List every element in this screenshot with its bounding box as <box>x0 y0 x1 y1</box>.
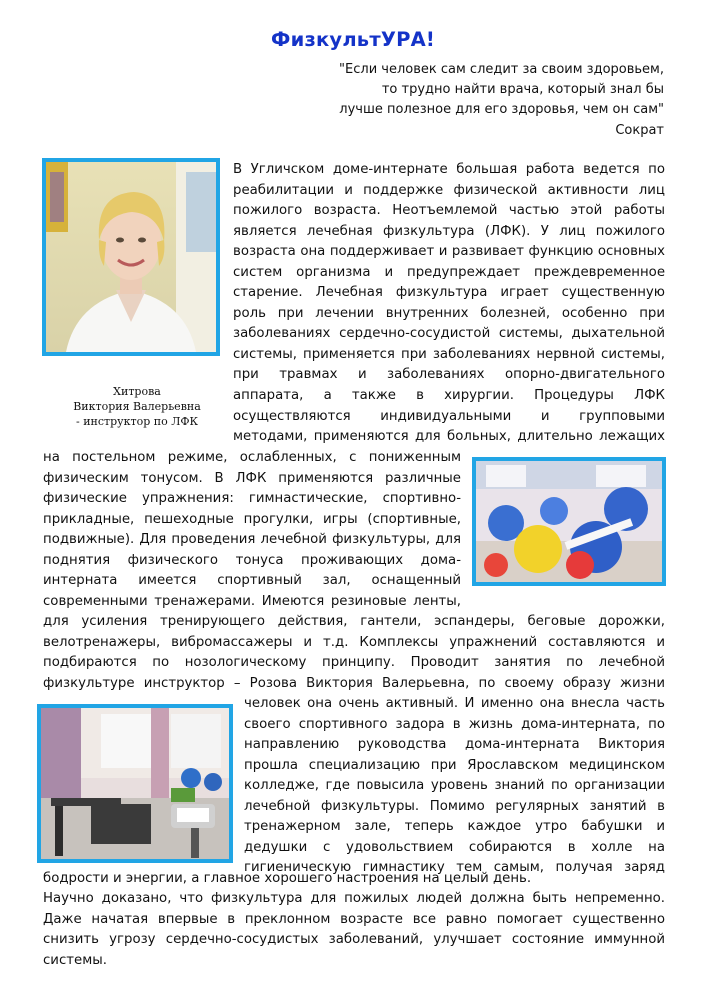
article-paragraph-2-cont: человек она очень активный. И именно она внесла часть своего спортивного задора в жизнь дома-интерната, по направлению руководства дома-интерната Виктория прошла специализацию при Ярославском медицинском колледже, где повысила уровень знаний по организации лечебной физкультуры. Помимо регулярных занятий в тренажерном зале, теперь каждое утро бабушки и дедушки с удовольствием собираются в холле на гигиеническую гимнастику тем самым, получая заряд <box>244 696 665 876</box>
caption-full-name: Виктория Валерьевна <box>73 400 201 413</box>
article-paragraph-3: Научно доказано, что физкультура для пожилых людей должна быть непременно. Даже начатая впервые в преклонном возрасте все равно помогает существенно снизить угрозу сердечно-сосудистых заболеваний, улучшает состояние иммунной системы. <box>43 891 665 968</box>
caption-surname: Хитрова <box>113 385 161 398</box>
page-title: ФизкультУРА! <box>271 28 435 51</box>
quote-author: Сократ <box>615 122 664 138</box>
epigraph-quote <box>339 60 664 141</box>
gym-equipment-image <box>41 708 229 859</box>
article-paragraph-2: для усиления тренирующего действия, гантели, эспандеры, беговые дорожки, велотренажеры, вибромассажеры и т.д. Комплексы упражнений составляются и подбираются по нозологическому принципу. Проводит занятия по лечебной физкультуре инструктор – Розова Виктория Валерьевна, по своему образу жизни <box>43 614 665 691</box>
article-paragraph-1-cont: на постельном режиме, ослабленных, с пониженным физическим тонусом. В ЛФК применяются различные физические упражнения: гимнастические, спортивно-прикладные, пешеходные прогулки, игры (спортивные, подвижные). Для проведения лечебной физкультуры, для поднятия физического тонуса проживающих дома-интерната имеется спортивный зал, оснащенный современными тренажерами. Имеются резиновые ленты, <box>43 450 461 609</box>
portrait-image <box>46 162 216 352</box>
instructor-portrait-photo <box>42 158 220 356</box>
fitball-gym-photo <box>472 457 666 586</box>
article-paragraph-1: В Угличском доме-интернате большая работа ведется по реабилитации и поддержке физической активности лиц пожилого возраста. Неотъемлемой частью этой работы является лечебная физкультура (ЛФК). У лиц пожилого возраста она поддерживает и развивает функцию основных систем организма и предупреждает преждевременное старение. Лечебная физкультура играет существенную роль при лечении внутренних болезней, особенно при заболеваниях сердечно-сосудистой системы, дыхательной системы, применяется при заболеваниях нервной системы, при травмах и заболеваниях опорно-двигательного аппарата, а также в хирургии. Процедуры ЛФК осуществляются индивидуальными и групповыми методами, применяются для больных, длительно лежащих <box>233 162 665 445</box>
gym-balls-image <box>476 461 662 582</box>
quote-line: то трудно найти врача, который знал бы <box>381 82 664 98</box>
portrait-caption <box>42 384 232 429</box>
gym-equipment-photo <box>37 704 233 863</box>
quote-line: лучше полезное для его здоровья, чем он сам" <box>339 102 664 118</box>
caption-role: - инструктор по ЛФК <box>75 415 199 428</box>
quote-line: "Если человек сам следит за своим здоровьем, <box>339 62 664 77</box>
article-paragraph-2-end: бодрости и энергии, а главное хорошего настроения на целый день. <box>43 871 532 886</box>
